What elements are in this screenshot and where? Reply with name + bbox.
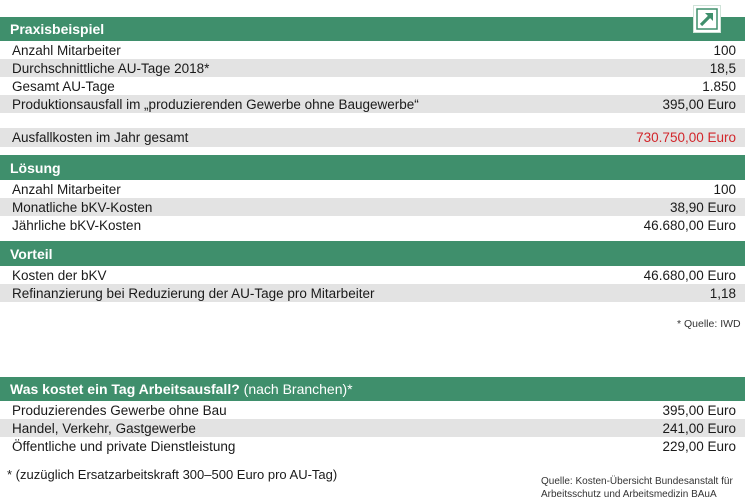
row-label: Öffentliche und private Dienstleistung <box>12 438 236 454</box>
row-label: Anzahl Mitarbeiter <box>12 42 121 58</box>
section-title: Praxisbeispiel <box>10 21 105 37</box>
total-value: 730.750,00 Euro <box>636 130 736 145</box>
table-row <box>0 41 745 59</box>
row-value: 18,5 <box>709 60 736 76</box>
source-note: * Quelle: IWD <box>677 318 741 330</box>
table-row <box>0 266 745 284</box>
table-row <box>0 59 745 77</box>
row-label: Kosten der bKV <box>12 267 107 283</box>
row-value: 1,18 <box>709 285 736 301</box>
row-value: 241,00 Euro <box>662 420 736 436</box>
row-label: Refinanzierung bei Reduzierung der AU-Tage pro Mitarbeiter <box>12 285 375 301</box>
row-label: Produzierendes Gewerbe ohne Bau <box>12 402 227 418</box>
row-value: 100 <box>713 181 736 197</box>
source-line: Quelle: Kosten-Übersicht Bundesanstalt für <box>541 476 733 487</box>
table-row <box>0 284 745 302</box>
table-row <box>0 216 745 234</box>
source-credit <box>541 475 733 501</box>
row-value: 100 <box>713 42 736 58</box>
section-header-praxisbeispiel <box>0 17 745 41</box>
table-row <box>0 198 745 216</box>
table-row <box>0 419 745 437</box>
table-row <box>0 401 745 419</box>
row-label: Monatliche bKV-Kosten <box>12 199 153 215</box>
table-row <box>0 77 745 95</box>
section-header-vorteil <box>0 241 745 266</box>
table-row <box>0 437 745 455</box>
row-value: 395,00 Euro <box>662 402 736 418</box>
row-label: Anzahl Mitarbeiter <box>12 181 121 197</box>
row-value: 46.680,00 Euro <box>643 217 736 233</box>
row-label: Produktionsausfall im „produzierenden Gewerbe ohne Baugewerbe“ <box>12 96 419 112</box>
trend-arrow-icon <box>693 5 721 33</box>
row-value: 395,00 Euro <box>662 96 736 112</box>
row-value: 1.850 <box>702 78 736 94</box>
row-value: 46.680,00 Euro <box>643 267 736 283</box>
section-title-suffix: (nach Branchen)* <box>239 381 353 397</box>
row-label: Gesamt AU-Tage <box>12 78 115 94</box>
source-line: Arbeitsschutz und Arbeitsmedizin BAuA <box>541 489 717 500</box>
section-title: Vorteil <box>10 245 53 262</box>
section-title: Lösung <box>10 159 61 176</box>
row-value: 229,00 Euro <box>662 438 736 454</box>
table-row <box>0 95 745 113</box>
section-header-loesung <box>0 155 745 180</box>
section-title-bold: Was kostet ein Tag Arbeitsausfall? <box>10 381 240 397</box>
row-value: 38,90 Euro <box>669 199 736 215</box>
total-label: Ausfallkosten im Jahr gesamt <box>12 130 189 145</box>
footnote: * (zuzüglich Ersatzarbeitskraft 300–500 Euro pro AU-Tag) <box>7 467 338 482</box>
table-row <box>0 180 745 198</box>
section-header-branchen <box>0 377 745 401</box>
row-label: Handel, Verkehr, Gastgewerbe <box>12 420 196 436</box>
total-row <box>0 128 745 147</box>
row-label: Durchschnittliche AU-Tage 2018* <box>12 60 210 76</box>
row-label: Jährliche bKV-Kosten <box>12 217 142 233</box>
